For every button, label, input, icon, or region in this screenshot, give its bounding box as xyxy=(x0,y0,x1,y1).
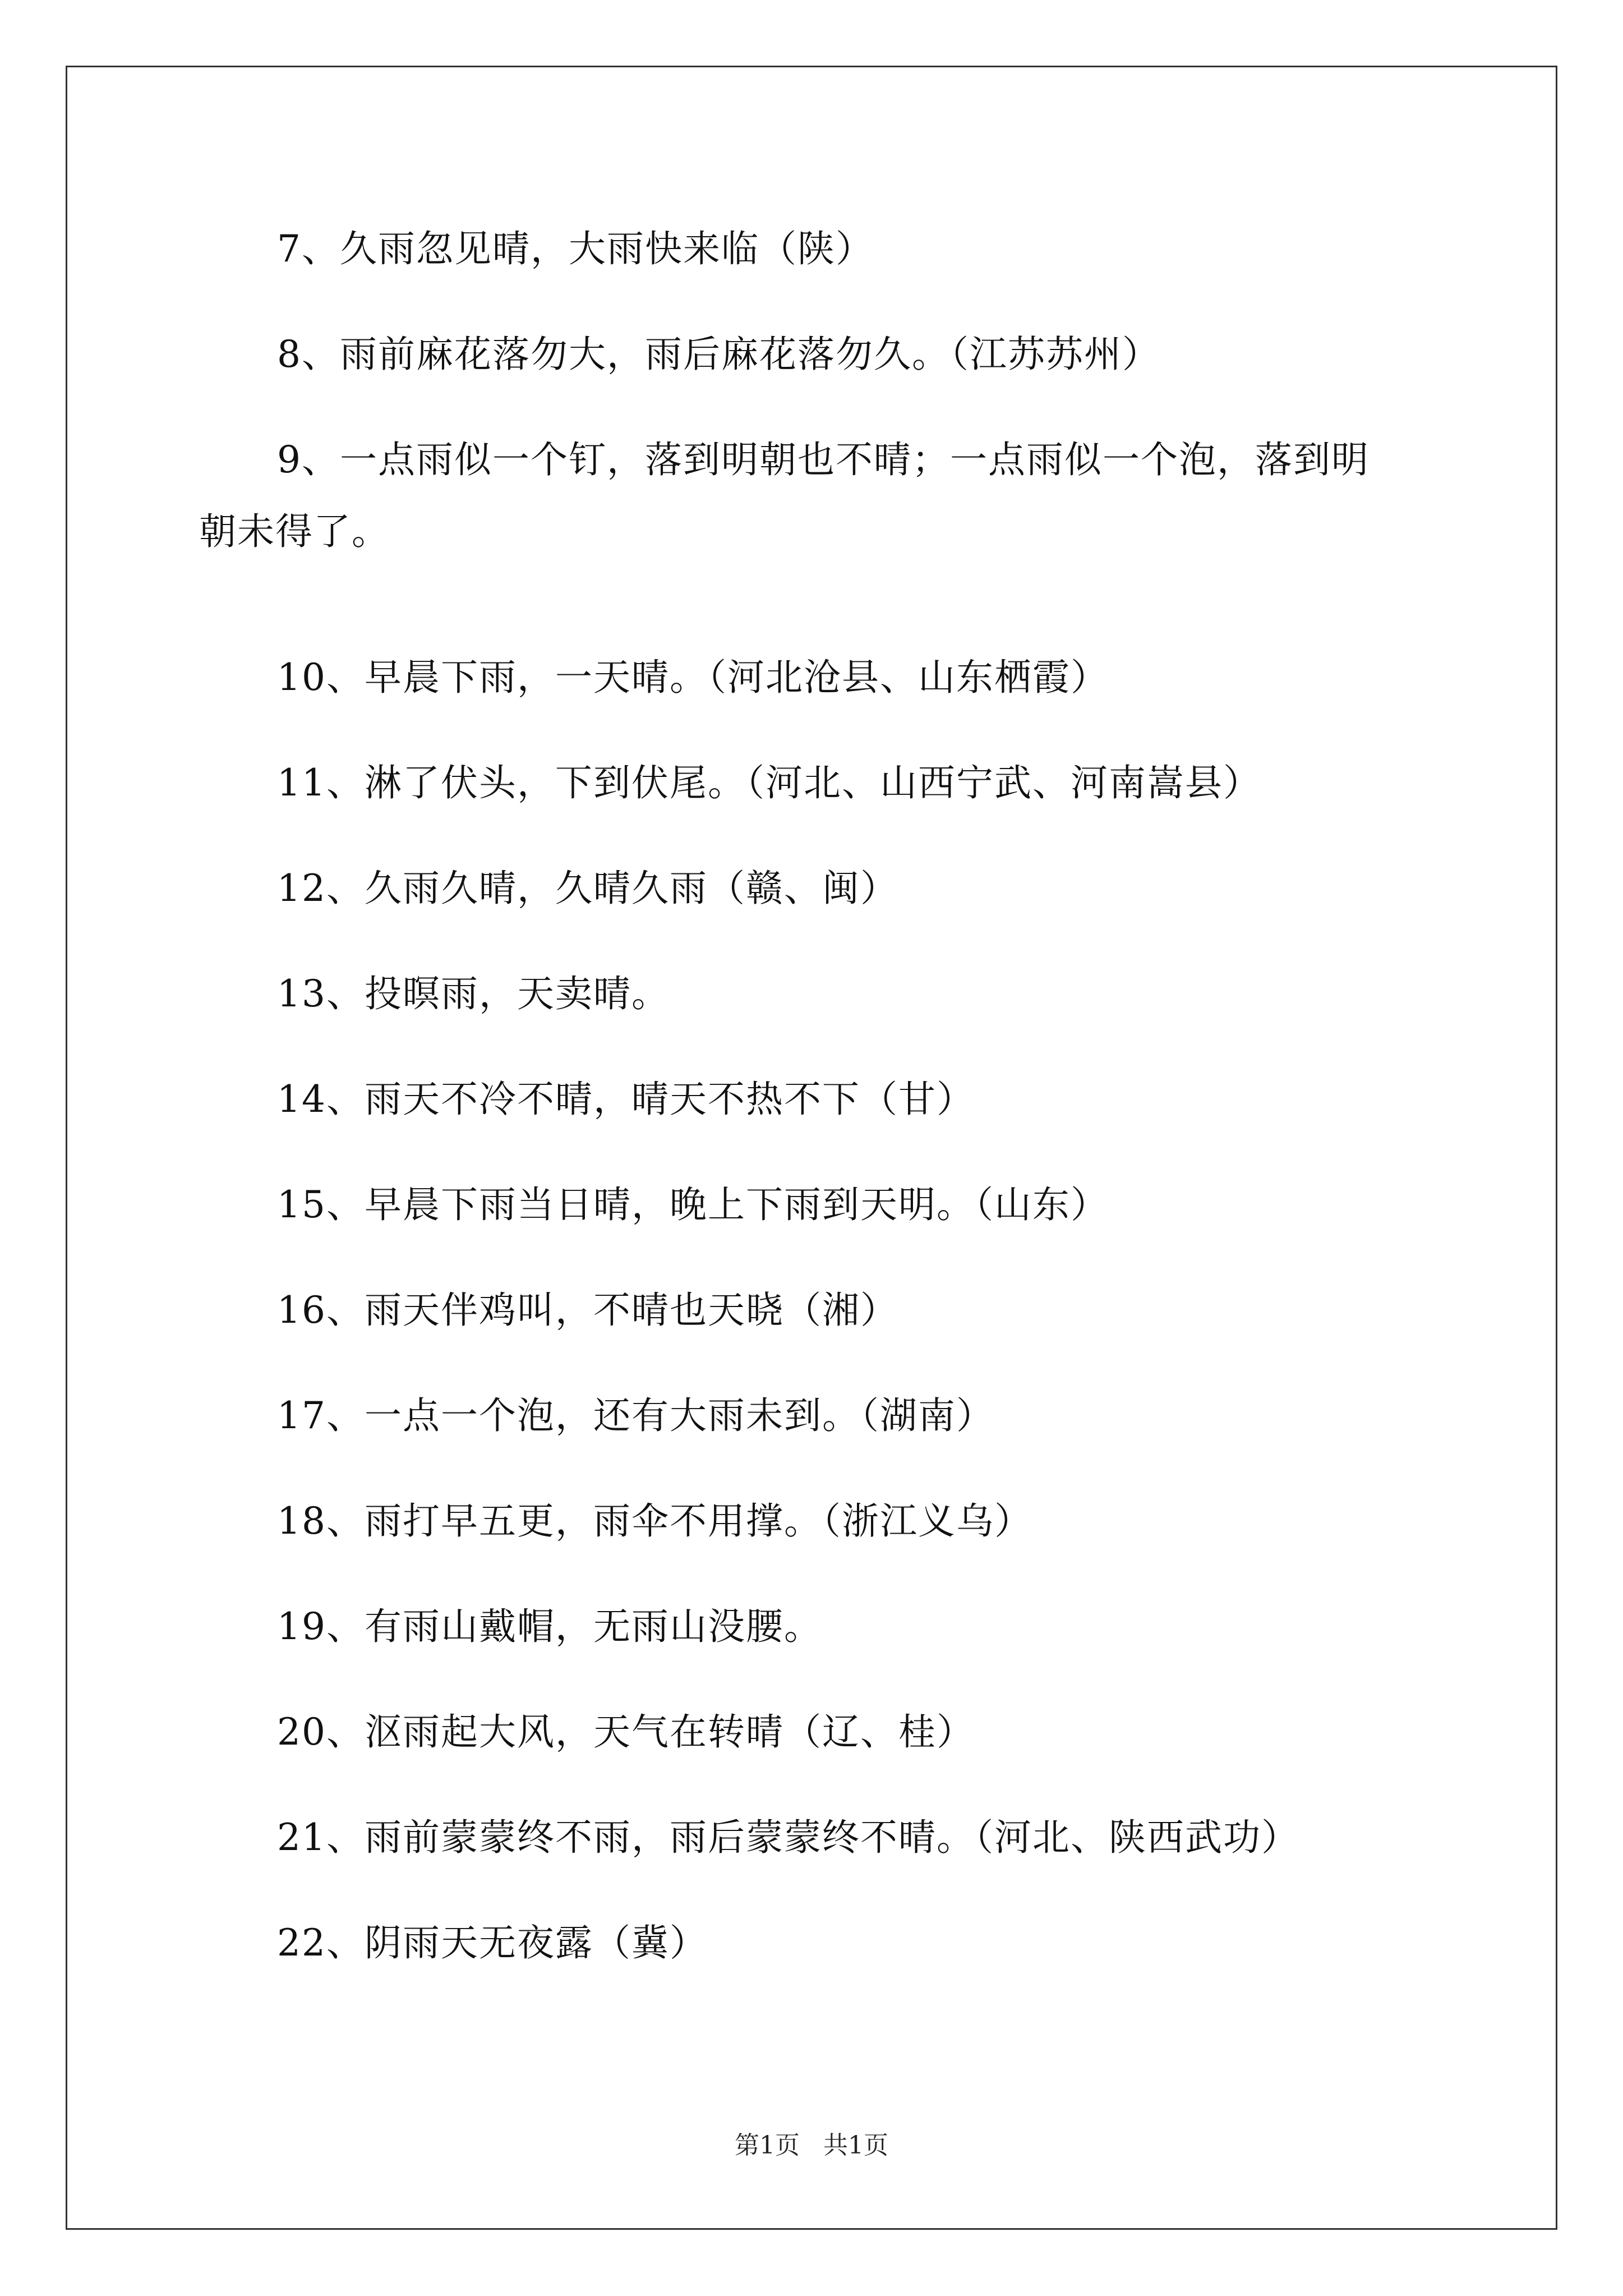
proverb-line-9: 9、一点雨似一个钉，落到明朝也不晴；一点雨似一个泡，落到明 xyxy=(277,438,1370,481)
proverb-line-22: 22、阴雨天无夜露（冀） xyxy=(277,1921,708,1964)
proverb-line-19: 19、有雨山戴帽，无雨山没腰。 xyxy=(277,1605,822,1648)
proverb-line-16: 16、雨天伴鸡叫，不晴也天晓（湘） xyxy=(277,1289,898,1332)
proverb-line-15: 15、早晨下雨当日晴，晚上下雨到天明。（山东） xyxy=(277,1183,1109,1226)
proverb-line-9-continued: 朝未得了。 xyxy=(199,510,390,553)
proverb-line-12: 12、久雨久晴，久晴久雨（赣、闽） xyxy=(277,867,898,910)
proverb-line-13: 13、投暝雨，天卖晴。 xyxy=(277,972,670,1015)
page-footer: 第1页 共1页 xyxy=(735,2131,888,2160)
page-border xyxy=(66,66,1557,2230)
proverb-line-21: 21、雨前蒙蒙终不雨，雨后蒙蒙终不晴。（河北、陕西武功） xyxy=(277,1816,1299,1859)
proverb-line-10: 10、早晨下雨，一天晴。（河北沧县、山东栖霞） xyxy=(277,656,1109,699)
proverb-line-20: 20、沤雨起大风，天气在转晴（辽、桂） xyxy=(277,1710,975,1754)
proverb-line-17: 17、一点一个泡，还有大雨未到。（湖南） xyxy=(277,1394,994,1437)
proverb-line-8: 8、雨前麻花落勿大，雨后麻花落勿久。（江苏苏州） xyxy=(277,333,1160,376)
proverb-line-14: 14、雨天不冷不晴，晴天不热不下（甘） xyxy=(277,1078,975,1121)
proverb-line-18: 18、雨打早五更，雨伞不用撑。（浙江义乌） xyxy=(277,1499,1032,1543)
proverb-line-7: 7、久雨忽见晴，大雨快来临（陕） xyxy=(277,227,874,270)
proverb-line-11: 11、淋了伏头，下到伏尾。（河北、山西宁武、河南嵩县） xyxy=(277,761,1261,804)
